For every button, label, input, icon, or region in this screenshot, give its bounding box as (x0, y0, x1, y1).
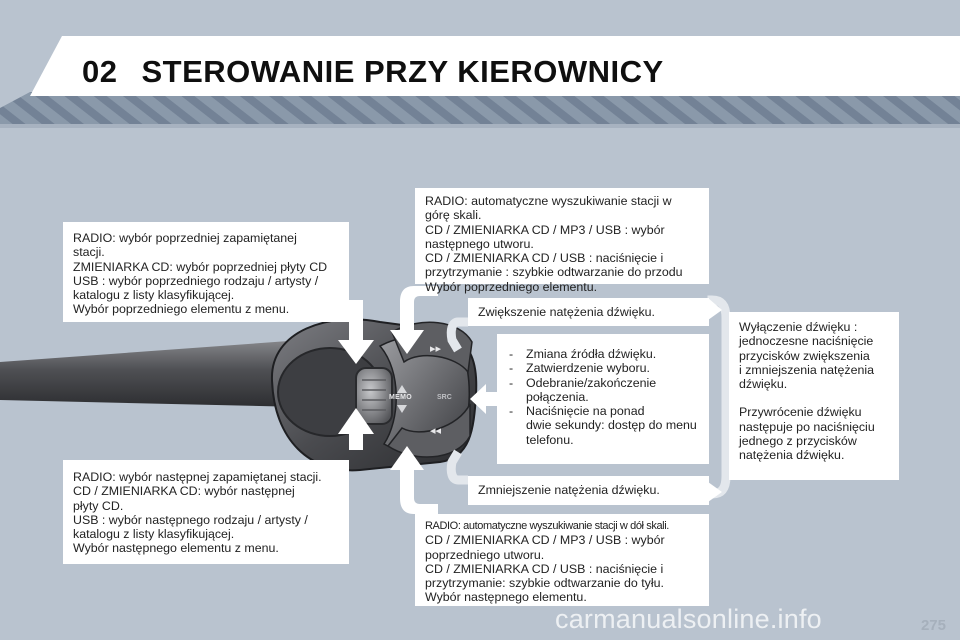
prev-icon: ◂◂ (430, 425, 442, 437)
callout-line: następnego utworu. (425, 236, 534, 251)
callout-line: katalogu z listy klasyfikującej. (73, 288, 235, 303)
callout-line: katalogu z listy klasyfikującej. (73, 527, 235, 542)
callout-line: Zmniejszenie natężenia dźwięku. (478, 483, 660, 497)
list-item: - Zmiana źródła dźwięku. (509, 347, 701, 361)
callout-line: górę skali. (425, 208, 482, 223)
callout-seek-down (415, 514, 709, 606)
callout-previous-preset (63, 222, 349, 322)
memo-label[interactable]: MEMO (389, 394, 412, 401)
callout-line: i zmniejszenia natężenia (739, 362, 874, 377)
callout-next-preset (63, 460, 349, 564)
callout-line: RADIO: wybór poprzedniej zapamiętanej (73, 231, 297, 245)
list-item: - Naciśnięcie na ponad dwie sekundy: dostęp do menu telefonu. (509, 404, 701, 447)
callout-line: CD / ZMIENIARKA CD: wybór następnej (73, 484, 295, 499)
next-icon: ▸▸ (430, 343, 442, 355)
page-title-text: STEROWANIE PRZY KIEROWNICY (141, 54, 664, 89)
callout-line: Wybór następnego elementu. (425, 590, 587, 605)
callout-line: następuje po naciśnięciu (739, 419, 875, 434)
callout-line: CD / ZMIENIARKA CD / MP3 / USB : wybór (425, 222, 665, 237)
chapter-number: 02 (82, 54, 118, 89)
thumbwheel[interactable] (356, 368, 392, 424)
callout-mute (729, 312, 899, 480)
callout-line: RADIO: automatyczne wyszukiwanie stacji w (425, 194, 672, 208)
callout-line: RADIO: wybór następnej zapamiętanej stacji. (73, 470, 322, 484)
callout-line: przycisków zwiększenia (739, 348, 870, 363)
callout-seek-up (415, 188, 709, 294)
callout-line: Zwiększenie natężenia dźwięku. (478, 305, 656, 319)
callout-line: Wybór poprzedniego elementu. (425, 279, 598, 294)
callout-line: USB : wybór następnego rodzaju / artysty / (73, 512, 308, 527)
list-item: - Odebranie/zakończenie połączenia. (509, 376, 701, 405)
callout-line: jednoczesne naciśnięcie (739, 334, 874, 349)
callout-line: Przywrócenie dźwięku (739, 405, 862, 420)
page-number: 275 (920, 617, 946, 634)
source-function-list (509, 347, 701, 447)
src-label[interactable]: SRC (437, 394, 452, 401)
callout-line: CD / ZMIENIARKA CD / MP3 / USB : wybór (425, 533, 665, 548)
callout-line: CD / ZMIENIARKA CD / USB : naciśnięcie i (425, 251, 664, 266)
callout-line: natężenia dźwięku. (739, 448, 845, 463)
callout-line: jednego z przycisków (739, 434, 857, 449)
callout-line: przytrzymanie : szybkie odtwarzanie do przodu (425, 265, 683, 280)
callout-line: dźwięku. (739, 377, 788, 392)
callout-line: RADIO: automatyczne wyszukiwanie stacji w dół skali. (425, 520, 669, 532)
callout-line: ZMIENIARKA CD: wybór poprzedniej płyty CD (73, 259, 328, 274)
list-item: - Zatwierdzenie wyboru. (509, 361, 701, 375)
callout-line: płyty CD. (73, 498, 124, 513)
callout-line: przytrzymanie: szybkie odtwarzanie do tyłu. (425, 576, 664, 591)
callout-line: Wyłączenie dźwięku : (739, 320, 858, 334)
callout-line: Wybór następnego elementu z menu. (73, 541, 279, 556)
callout-line: CD / ZMIENIARKA CD / USB : naciśnięcie i (425, 561, 664, 576)
watermark: carmanualsonline.info (555, 604, 822, 634)
callout-volume-up (468, 298, 709, 326)
callout-line: stacji. (73, 245, 105, 260)
callout-volume-down (468, 476, 709, 505)
header-stripe-band (0, 92, 960, 124)
callout-line: Wybór poprzedniego elementu z menu. (73, 302, 290, 317)
callout-line: poprzedniego utworu. (425, 547, 545, 562)
callout-source-select (497, 334, 709, 464)
page-title (82, 54, 664, 90)
callout-line: USB : wybór poprzedniego rodzaju / artysty / (73, 273, 319, 288)
